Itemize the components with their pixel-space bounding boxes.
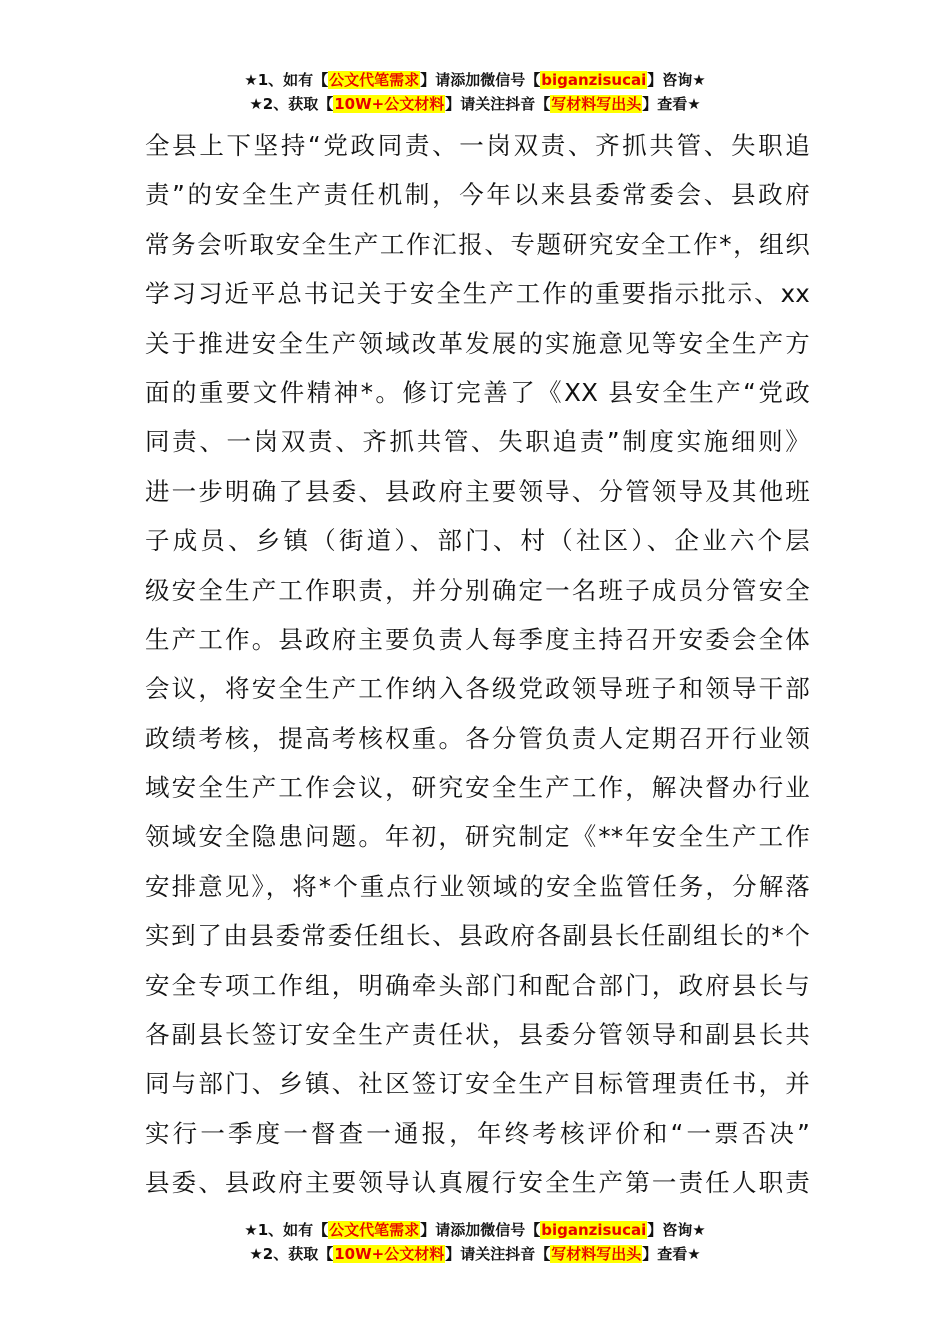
footer-banner-line-2 <box>0 1242 950 1266</box>
body-line: 同责、一岗双责、齐抓共管、失职追责”制度实施细则》 <box>145 427 810 457</box>
header-banner-line-1-highlight-1: 公文代笔需求 <box>329 71 420 89</box>
body-line: 实行一季度一督查一通报，年终考核评价和“一票否决” <box>145 1118 810 1148</box>
header-banner-line-2-prefix: ★2、获取【 <box>249 95 334 113</box>
body-line: 责”的安全生产责任机制，今年以来县委常委会、县政府 <box>145 180 810 210</box>
body-line: 学习习近平总书记关于安全生产工作的重要指示批示、xx <box>145 279 810 309</box>
footer-banner-line-1-highlight-2: biganzisucai <box>541 1221 647 1239</box>
header-banner <box>0 68 950 116</box>
body-line: 安全专项工作组，明确牵头部门和配合部门，政府县长与 <box>145 970 810 1000</box>
header-banner-line-2 <box>0 92 950 116</box>
body-line: 会议，将安全生产工作纳入各级党政领导班子和领导干部 <box>145 674 810 704</box>
body-line: 全县上下坚持“党政同责、一岗双责、齐抓共管、失职追 <box>145 131 810 160</box>
footer-banner-line-2-suffix: 】查看★ <box>642 1245 701 1263</box>
header-banner-line-2-suffix: 】查看★ <box>642 95 701 113</box>
body-line: 实到了由县委常委任组长、县政府各副县长任副组长的*个 <box>145 921 810 951</box>
body-line: 常务会听取安全生产工作汇报、专题研究安全工作*，组织 <box>145 229 810 259</box>
footer-banner-line-1 <box>0 1218 950 1242</box>
body-line: 领域安全隐患问题。年初，研究制定《**年安全生产工作 <box>145 822 810 852</box>
footer-banner-line-1-prefix: ★1、如有【 <box>244 1221 329 1239</box>
body-line: 进一步明确了县委、县政府主要领导、分管领导及其他班 <box>145 476 810 506</box>
header-banner-line-1-middle: 】请添加微信号【 <box>420 71 541 89</box>
body-line: 域安全生产工作会议，研究安全生产工作，解决督办行业 <box>145 773 810 803</box>
footer-banner-line-2-middle: 】请关注抖音【 <box>445 1245 551 1263</box>
header-banner-line-1-prefix: ★1、如有【 <box>244 71 329 89</box>
header-banner-line-1-highlight-2: biganzisucai <box>541 71 647 89</box>
body-line: 同与部门、乡镇、社区签订安全生产目标管理责任书，并 <box>145 1069 810 1099</box>
header-banner-line-2-highlight-1: 10W+公文材料 <box>334 95 445 113</box>
body-line: 子成员、乡镇（街道）、部门、村（社区）、企业六个层 <box>145 526 810 556</box>
document-body <box>145 121 810 1208</box>
footer-banner-line-2-highlight-1: 10W+公文材料 <box>334 1245 445 1263</box>
footer-banner-line-2-highlight-2: 写材料写出头 <box>551 1245 642 1263</box>
footer-banner <box>0 1218 950 1266</box>
header-banner-line-2-highlight-2: 写材料写出头 <box>551 95 642 113</box>
header-banner-line-1-suffix: 】咨询★ <box>647 71 706 89</box>
body-line: 各副县长签订安全生产责任状，县委分管领导和副县长共 <box>145 1020 810 1050</box>
body-line: 政绩考核，提高考核权重。各分管负责人定期召开行业领 <box>145 723 810 753</box>
body-line: 关于推进安全生产领域改革发展的实施意见等安全生产方 <box>145 328 810 358</box>
header-banner-line-1 <box>0 68 950 92</box>
footer-banner-line-2-prefix: ★2、获取【 <box>249 1245 334 1263</box>
body-line: 安排意见》，将*个重点行业领域的安全监管任务，分解落 <box>145 871 810 901</box>
body-line: 面的重要文件精神*。修订完善了《XX 县安全生产“党政 <box>145 377 810 407</box>
body-line: 生产工作。县政府主要负责人每季度主持召开安委会全体 <box>145 624 810 654</box>
body-line: 县委、县政府主要领导认真履行安全生产第一责任人职责 <box>145 1168 810 1198</box>
footer-banner-line-1-highlight-1: 公文代笔需求 <box>329 1221 420 1239</box>
body-line: 级安全生产工作职责，并分别确定一名班子成员分管安全 <box>145 575 810 605</box>
header-banner-line-2-middle: 】请关注抖音【 <box>445 95 551 113</box>
footer-banner-line-1-suffix: 】咨询★ <box>647 1221 706 1239</box>
footer-banner-line-1-middle: 】请添加微信号【 <box>420 1221 541 1239</box>
